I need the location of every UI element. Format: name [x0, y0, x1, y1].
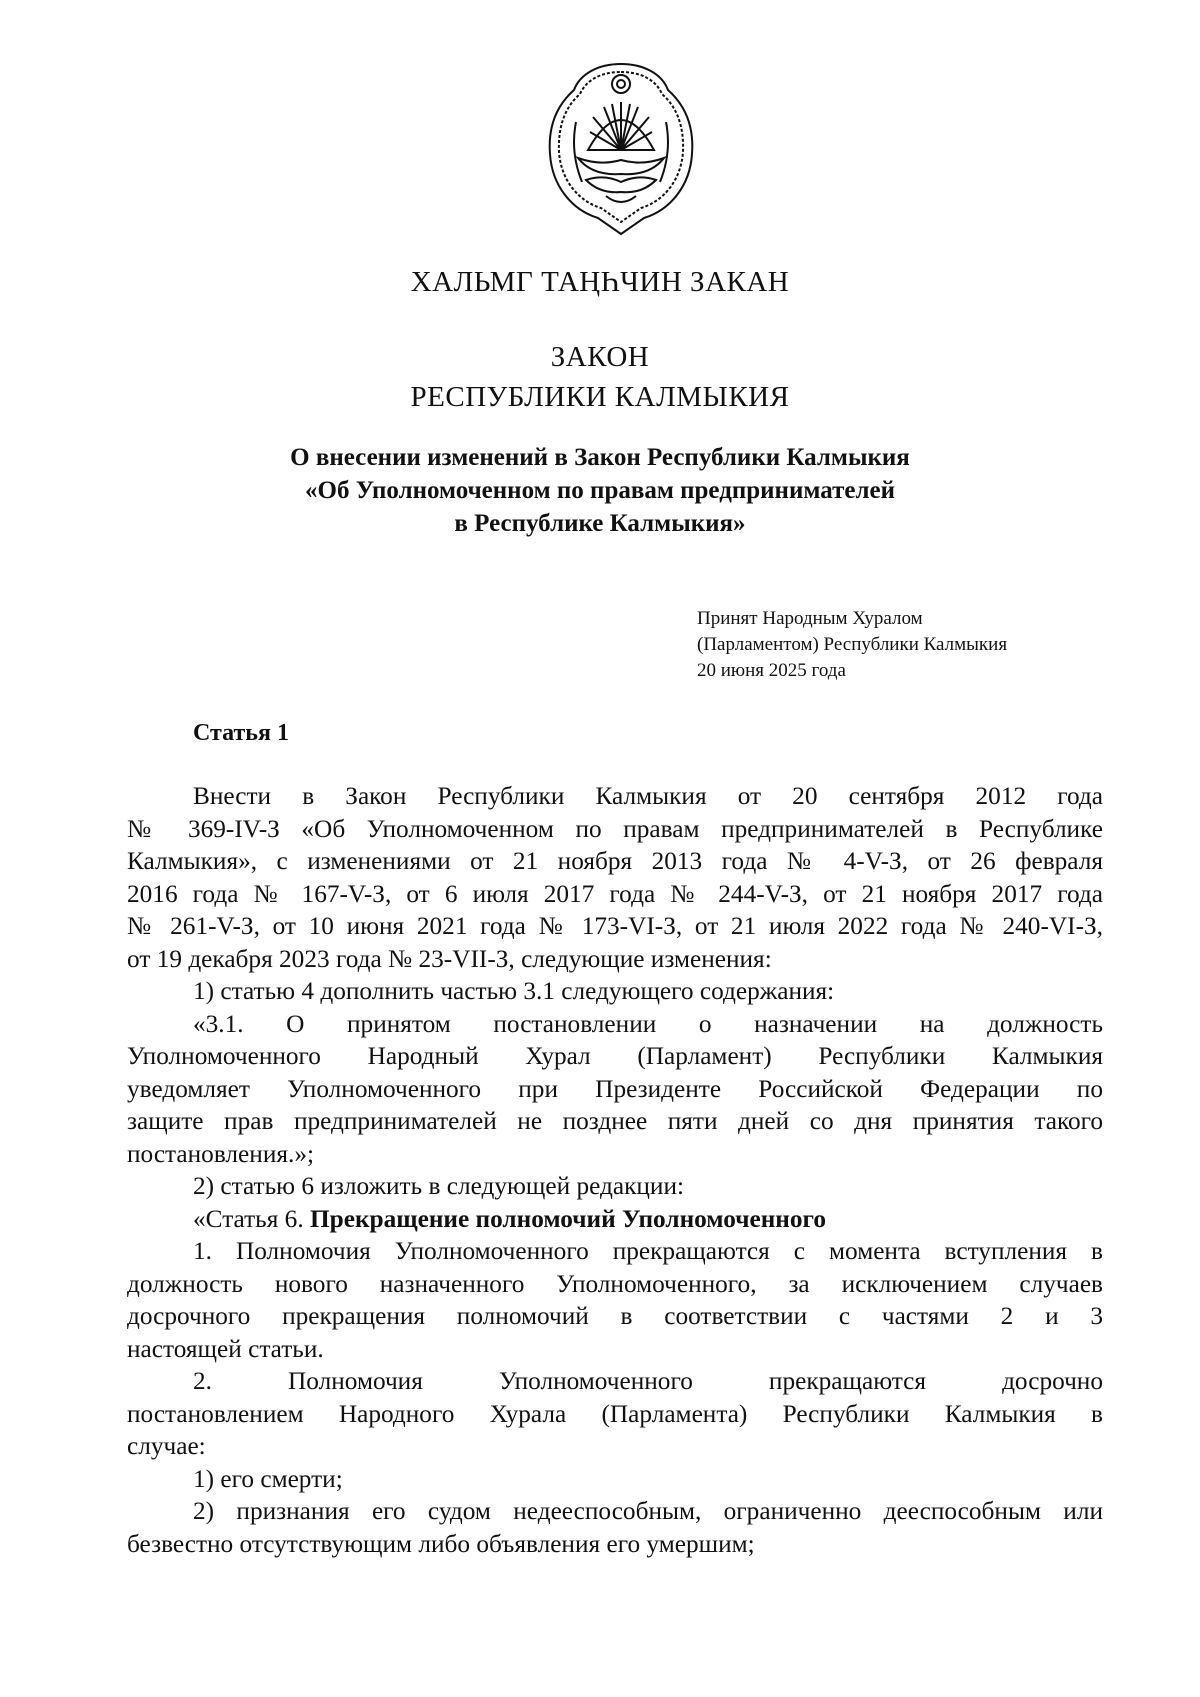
body-line: Внести в Закон Республики Калмыкия от 20 сентября 2012 года	[193, 782, 1103, 810]
law-subject-line1: О внесении изменений в Закон Республики Калмыкия	[290, 444, 910, 471]
body-line: безвестно отсутствующим либо объявления его умершим;	[127, 1529, 755, 1558]
body-line: 2) признания его судом недееспособным, ограниченно дееспособным или	[193, 1497, 1103, 1525]
body-line: «3.1. О принятом постановлении о назначении на должность	[193, 1009, 1103, 1038]
body-line: 1) статью 4 дополнить частью 3.1 следующего содержания:	[193, 977, 835, 1005]
coat-of-arms-emblem	[546, 62, 696, 240]
body-line: досрочного прекращения полномочий в соответствии с частями 2 и 3	[127, 1302, 1103, 1330]
law-title-line2: РЕСПУБЛИКИ КАЛМЫКИЯ	[410, 381, 790, 413]
body-line: от 19 декабря 2023 года № 23-VII-З, следующие изменения:	[127, 944, 772, 973]
body-line: постановлением Народного Хурала (Парламента) Республики Калмыкия в	[127, 1399, 1103, 1428]
law-title	[0, 337, 1200, 417]
body-line: Калмыкия», с изменениями от 21 ноября 2013 года № 4-V-З, от 26 февраля	[127, 847, 1103, 875]
body-line: 1. Полномочия Уполномоченного прекращаются с момента вступления в	[193, 1237, 1103, 1265]
adoption-note	[697, 606, 1007, 684]
article-title: Статья 1	[193, 720, 289, 746]
body-line: № 369-IV-З «Об Уполномоченном по правам предпринимателей в Республике	[127, 814, 1103, 843]
title-kalmyk: ХАЛЬМГ ТАҢҺЧИН ЗАКАН	[410, 266, 790, 298]
body-line: 2. Полномочия Уполномоченного прекращаются досрочно	[193, 1367, 1103, 1395]
adoption-line2: (Парламентом) Республики Калмыкия	[697, 634, 1008, 655]
body-line: случае:	[127, 1432, 206, 1460]
body-line: № 261-V-З, от 10 июня 2021 года № 173-VI-З, от 21 июля 2022 года № 240-VI-З,	[127, 912, 1103, 940]
body-line: Уполномоченного Народный Хурал (Парламент) Республики Калмыкия	[127, 1042, 1103, 1070]
article-body	[127, 780, 1103, 1560]
adoption-date: 20 июня 2025 года	[697, 660, 846, 681]
adoption-line1: Принят Народным Хуралом	[697, 608, 923, 629]
body-line: уведомляет Уполномоченного при Президенте Российской Федерации по	[127, 1074, 1103, 1103]
law-subject-line2: «Об Уполномоченном по правам предпринимателей	[305, 477, 895, 504]
body-line: 2) статью 6 изложить в следующей редакции:	[193, 1172, 685, 1200]
body-line: должность нового назначенного Уполномоченного, за исключением случаев	[127, 1269, 1103, 1298]
body-line: 1) его смерти;	[193, 1464, 343, 1493]
body-line: настоящей статьи.	[127, 1334, 324, 1363]
body-line-article6-heading	[127, 1203, 1103, 1236]
law-subject	[0, 441, 1200, 540]
body-line: защите прав предпринимателей не позднее пяти дней со дня принятия такого	[127, 1107, 1103, 1135]
article6-prefix: «Статья 6.	[193, 1204, 310, 1233]
body-line: постановления.»;	[127, 1139, 314, 1168]
body-line: 2016 года № 167-V-З, от 6 июля 2017 года № 244-V-З, от 21 ноября 2017 года	[127, 879, 1103, 908]
law-subject-line3: в Республике Калмыкия»	[454, 510, 746, 537]
article6-title: Прекращение полномочий Уполномоченного	[309, 1204, 827, 1233]
law-title-line1: ЗАКОН	[550, 341, 650, 373]
